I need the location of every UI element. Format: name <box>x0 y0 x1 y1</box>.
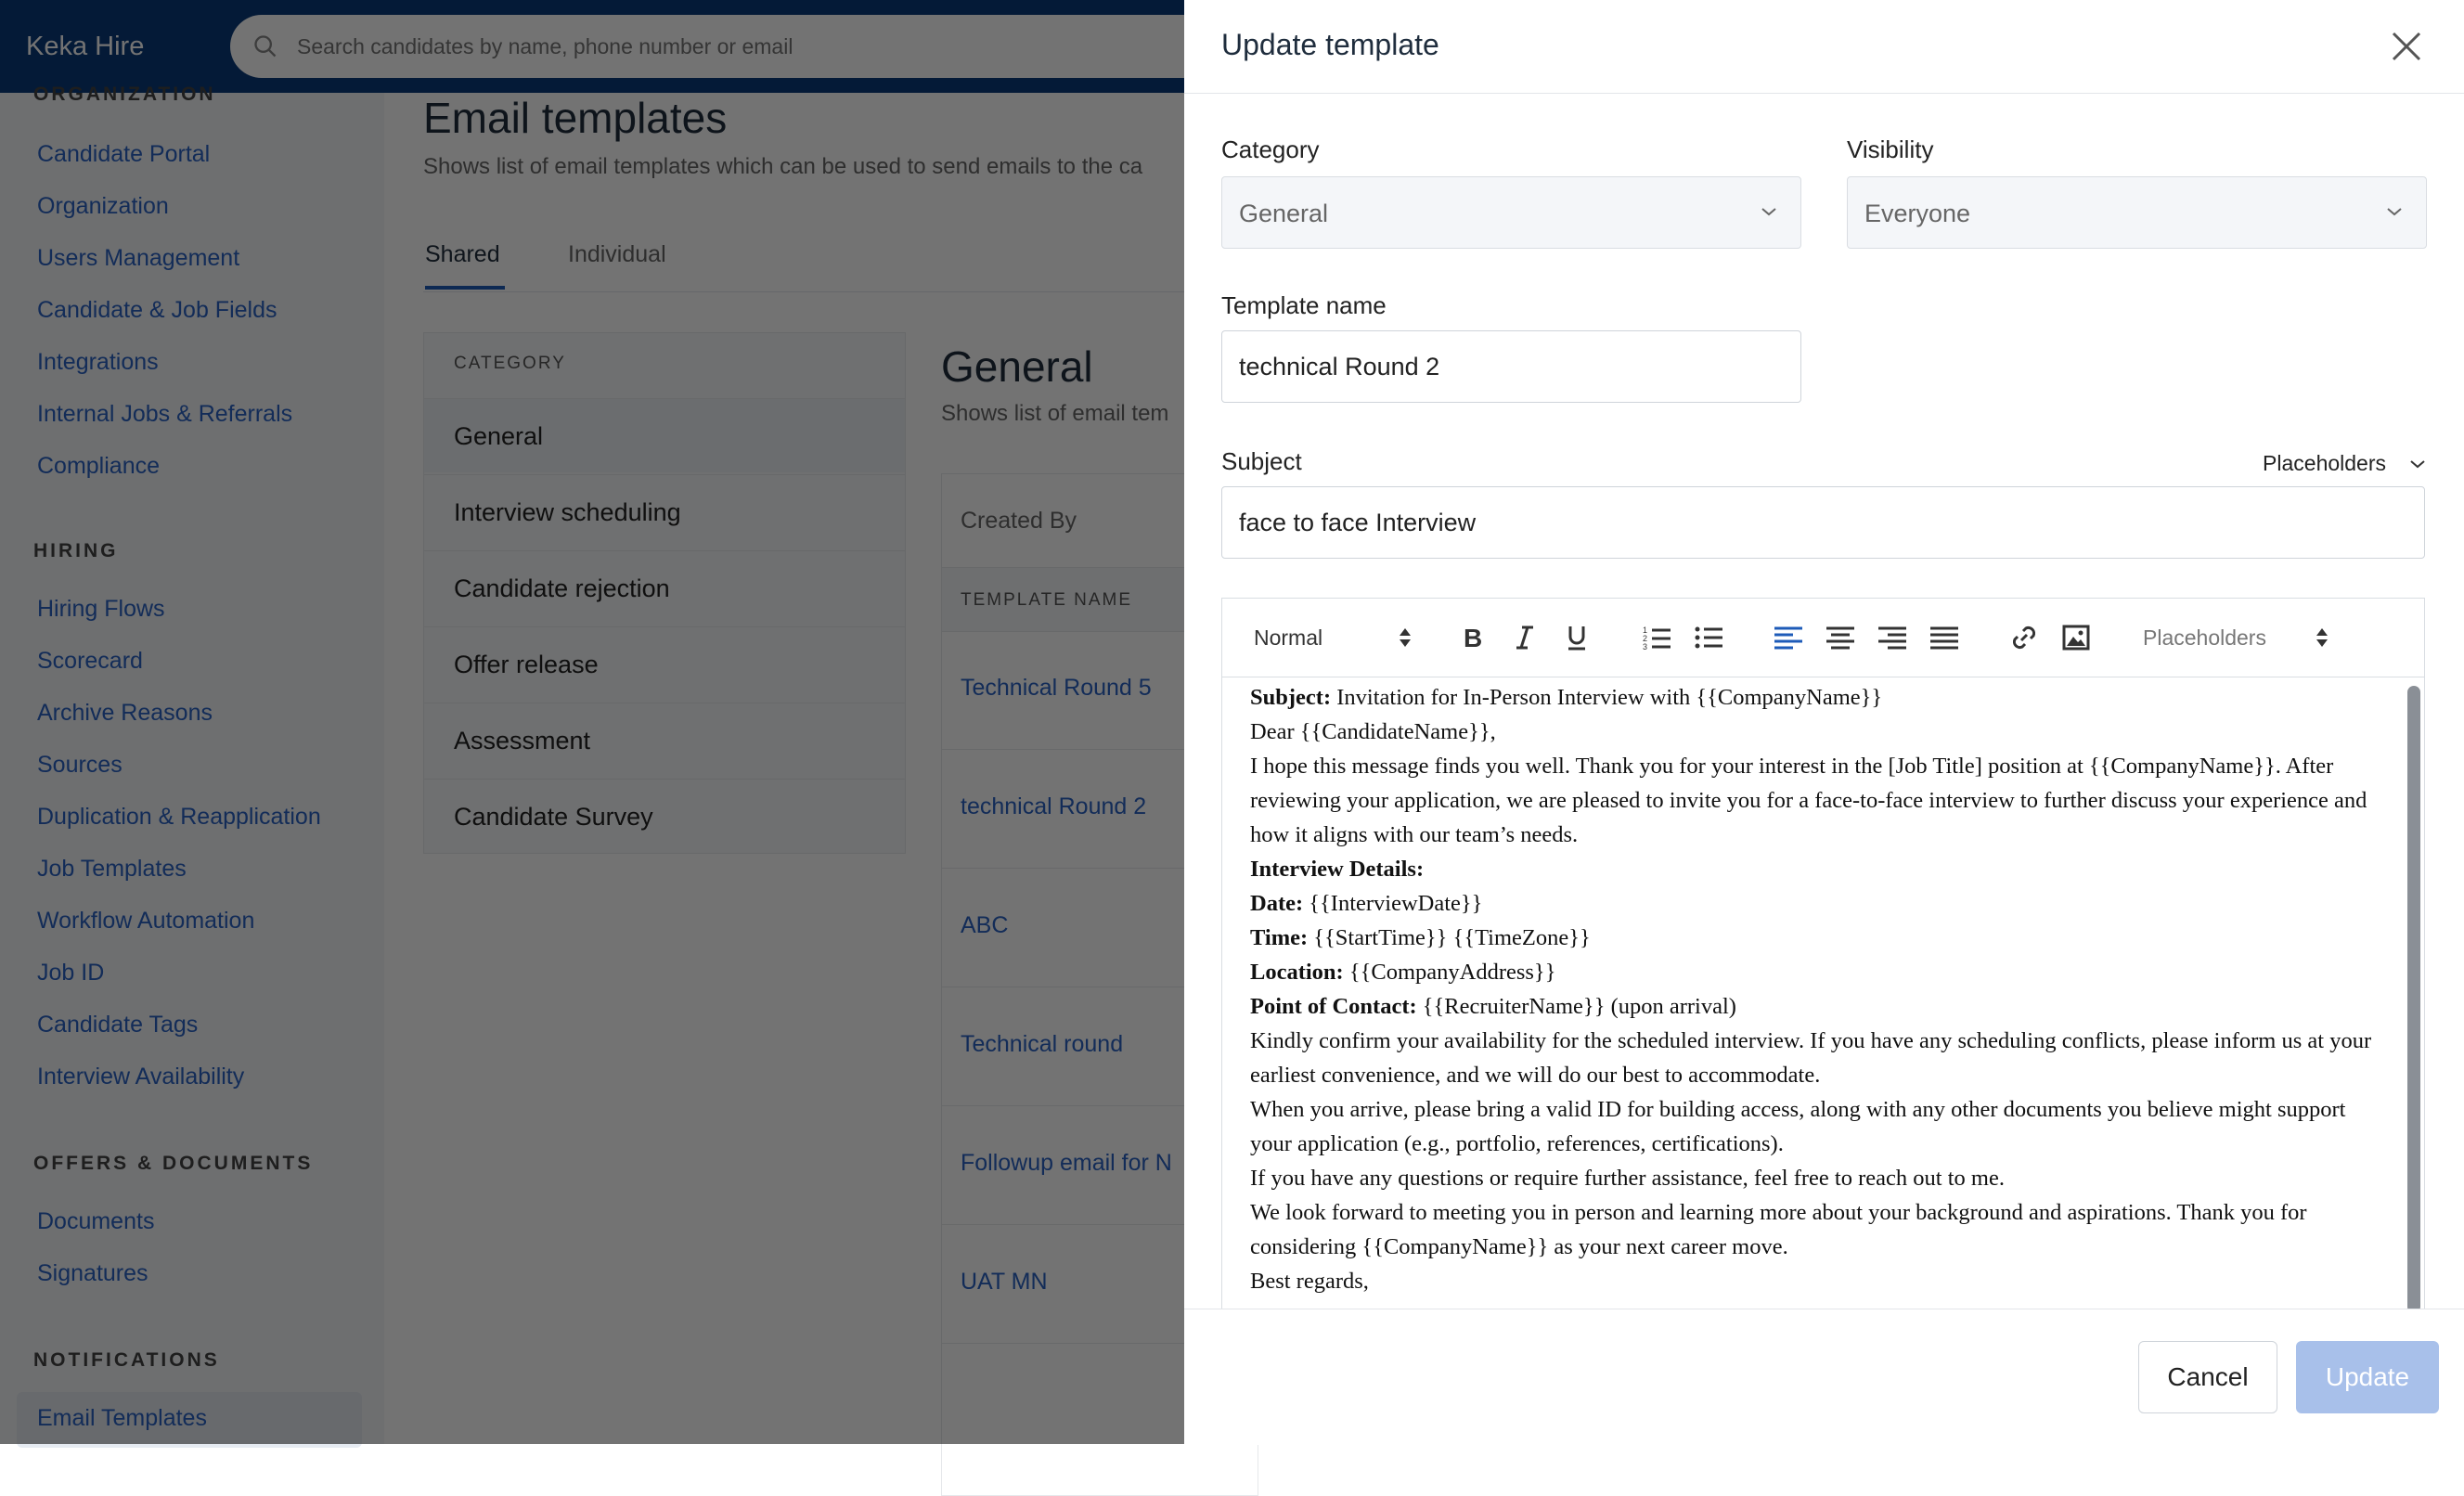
body-line: Kindly confirm your availability for the scheduled interview. If you have any scheduling conflicts, please inform us at your earliest convenience, and we will do our best to accommodate. <box>1250 1028 2372 1088</box>
chevron-down-icon <box>2408 458 2427 471</box>
template-name-input[interactable]: technical Round 2 <box>1221 330 1801 403</box>
align-justify-button[interactable] <box>1926 619 1963 656</box>
body-line: We look forward to meeting you in person and learning more about your background and aspirations. Thank you for considering {{CompanyName}} as your next career move. <box>1250 1200 2307 1259</box>
underline-button[interactable] <box>1558 619 1595 656</box>
align-left-icon <box>1774 625 1802 651</box>
drawer-footer <box>1184 1309 2464 1445</box>
ordered-list-button[interactable] <box>1638 619 1675 656</box>
body-line: I hope this message finds you well. Thank you for your interest in the [Job Title] position at {{CompanyName}}. After reviewing your application, we are pleased to invite you for a face-to-face interview to further discuss your experience and how it aligns with our team’s needs. <box>1250 754 2367 847</box>
bullet-list-button[interactable] <box>1690 619 1727 656</box>
body-line: If you have any questions or require further assistance, feel free to reach out to me. <box>1250 1166 2005 1191</box>
rich-text-editor <box>1221 598 2425 1312</box>
close-icon <box>2386 26 2427 67</box>
body-line: Interview Details: <box>1250 857 1425 882</box>
body-line: Location: {{CompanyAddress}} <box>1250 960 1556 985</box>
align-center-icon <box>1826 625 1854 651</box>
format-value: Normal <box>1254 625 1323 650</box>
insert-link-button[interactable] <box>2006 619 2043 656</box>
italic-icon <box>1513 624 1537 651</box>
category-select[interactable] <box>1221 176 1801 249</box>
update-template-drawer <box>1184 0 2464 1444</box>
align-right-icon <box>1878 625 1906 651</box>
visibility-value: Everyone <box>1864 200 1971 227</box>
body-line: Point of Contact: {{RecruiterName}} (upon arrival) <box>1250 994 1736 1019</box>
body-line: Subject: Invitation for In-Person Interview with {{CompanyName}} <box>1250 685 1883 710</box>
insert-image-button[interactable] <box>2058 619 2095 656</box>
subject-input[interactable]: face to face Interview <box>1221 486 2425 559</box>
editor-placeholders-select[interactable] <box>2143 619 2329 656</box>
subject-placeholders-dropdown[interactable] <box>2263 451 2427 476</box>
editor-toolbar <box>1222 599 2424 677</box>
modal-backdrop[interactable] <box>0 0 1184 1444</box>
svg-text:1: 1 <box>1643 625 1648 635</box>
format-select[interactable] <box>1254 619 1412 656</box>
align-center-button[interactable] <box>1822 619 1859 656</box>
align-justify-icon <box>1930 625 1958 651</box>
subject-label: Subject <box>1221 447 1302 475</box>
body-line: Date: {{InterviewDate}} <box>1250 891 1483 916</box>
editor-placeholders-label: Placeholders <box>2143 625 2266 650</box>
up-down-arrows-icon <box>2316 626 2329 649</box>
align-right-button[interactable] <box>1874 619 1911 656</box>
image-icon <box>2062 625 2090 651</box>
template-name-label: Template name <box>1221 291 1387 319</box>
svg-text:B: B <box>1464 624 1483 651</box>
ordered-list-icon <box>1643 625 1671 651</box>
visibility-select[interactable] <box>1847 176 2427 249</box>
editor-scrollbar[interactable] <box>2407 686 2420 1313</box>
underline-icon <box>1565 624 1589 651</box>
body-line: Dear {{CandidateName}}, <box>1250 719 1496 744</box>
align-left-button[interactable] <box>1770 619 1807 656</box>
bold-button[interactable] <box>1454 619 1491 656</box>
body-line: When you arrive, please bring a valid ID for building access, along with any other documents you believe might support your application (e.g., portfolio, references, certifications). <box>1250 1097 2346 1156</box>
body-line: Time: {{StartTime}} {{TimeZone}} <box>1250 925 1591 950</box>
up-down-arrows-icon <box>1399 626 1412 649</box>
bold-icon <box>1461 624 1485 651</box>
drawer-header <box>1184 0 2464 94</box>
close-button[interactable] <box>2386 26 2427 67</box>
update-button[interactable]: Update <box>2296 1341 2439 1413</box>
svg-text:3: 3 <box>1643 642 1648 651</box>
svg-text:2: 2 <box>1643 634 1648 643</box>
editor-content[interactable] <box>1222 677 2401 1313</box>
visibility-label: Visibility <box>1847 135 1934 163</box>
link-icon <box>2010 624 2038 651</box>
body-line: Best regards, <box>1250 1269 1369 1294</box>
italic-button[interactable] <box>1506 619 1543 656</box>
drawer-title: Update template <box>1221 28 1439 61</box>
placeholders-label: Placeholders <box>2263 451 2386 475</box>
chevron-down-icon <box>1760 205 1778 218</box>
chevron-down-icon <box>2385 205 2404 218</box>
bullet-list-icon <box>1695 625 1722 651</box>
cancel-button[interactable]: Cancel <box>2138 1341 2277 1413</box>
category-value: General <box>1239 200 1329 227</box>
category-label: Category <box>1221 135 1320 163</box>
